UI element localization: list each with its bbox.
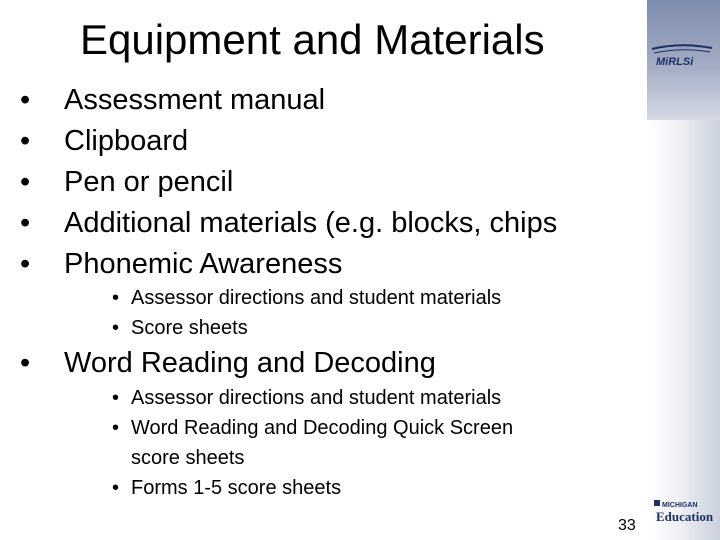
michigan-education-logo <box>652 497 716 533</box>
sub-list-item-text: Score sheets <box>131 317 248 339</box>
bullet: • <box>20 347 31 379</box>
bullet: • <box>20 166 31 198</box>
list-item-text: Word Reading and Decoding <box>64 347 436 379</box>
michigan-logo-top-text: MICHIGAN <box>662 502 698 509</box>
list-item-text: Assessment manual <box>64 84 326 116</box>
sub-list-item <box>112 383 501 413</box>
sub-list-item <box>112 313 248 343</box>
list-item <box>20 203 557 243</box>
bullet: • <box>112 287 120 309</box>
bullet: • <box>112 387 120 409</box>
sub-list-item-text: Word Reading and Decoding Quick Screen <box>131 417 514 439</box>
slide-title: Equipment and Materials <box>80 16 545 63</box>
bullet: • <box>20 207 31 239</box>
list-item-text: Pen or pencil <box>64 166 234 198</box>
list-item-text: Phonemic Awareness <box>64 248 343 280</box>
bullet: • <box>20 125 31 157</box>
list-item <box>20 80 325 120</box>
sub-list-item <box>112 413 513 443</box>
sub-list-item-text: Assessor directions and student materials <box>131 387 502 409</box>
list-item-word-reading <box>20 343 436 383</box>
list-item-text: Clipboard <box>64 125 189 157</box>
bullet: • <box>20 248 31 280</box>
list-item <box>20 162 233 202</box>
mirls-logo-text: MiRLSi <box>656 56 694 68</box>
sub-list-item-text: Assessor directions and student materials <box>131 287 502 309</box>
mirls-logo <box>650 40 714 70</box>
michigan-logo-bottom-text: Education <box>656 509 714 524</box>
sub-list-item-continuation: score sheets <box>131 447 245 469</box>
bullet: • <box>112 417 120 439</box>
bullet: • <box>112 317 120 339</box>
list-item-text: Additional materials (e.g. blocks, chips <box>64 207 558 239</box>
bullet: • <box>112 477 120 499</box>
sub-list-item <box>112 473 341 503</box>
list-item <box>20 121 188 161</box>
list-item <box>20 244 342 284</box>
page-number: 33 <box>618 517 636 534</box>
bullet: • <box>20 84 31 116</box>
sub-list-item-text: Forms 1-5 score sheets <box>131 477 342 499</box>
sub-list-item <box>112 283 501 313</box>
